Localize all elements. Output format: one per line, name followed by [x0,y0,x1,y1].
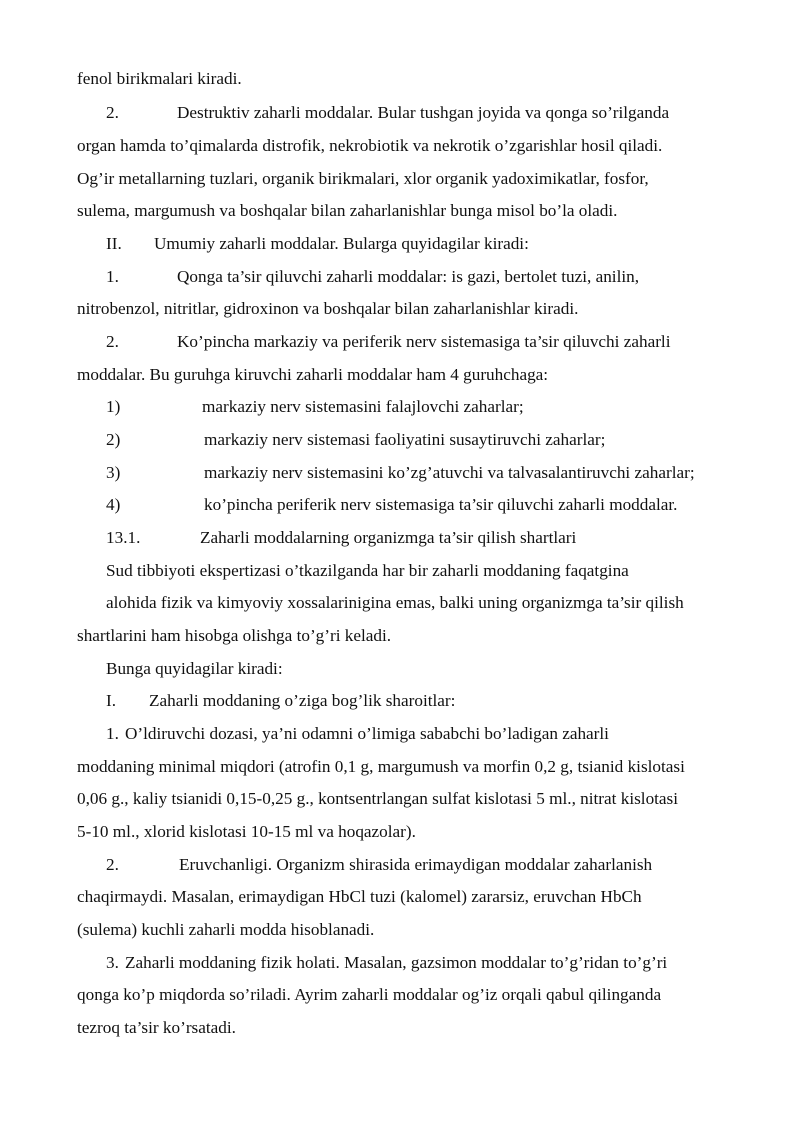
list-marker: II. [106,234,122,253]
text-line: nitrobenzol, nitritlar, gidroxinon va boshqalar bilan zaharlanishlar kiradi. [77,299,579,318]
list-marker: 4) [106,495,121,514]
list-marker: 1) [106,397,121,416]
text-line: 5-10 ml., xlorid kislotasi 10-15 ml va hoqazolar). [77,822,416,841]
text-line: alohida fizik va kimyoviy xossalarinigina emas, balki uning organizmga ta’sir qilish [106,593,684,612]
text-line: organ hamda to’qimalarda distrofik, nekrobiotik va nekrotik o’zgarishlar hosil qiladi. [77,136,663,155]
text-line: moddalar. Bu guruhga kiruvchi zaharli moddalar ham 4 guruhchaga: [77,365,549,384]
list-marker: I. [106,691,117,710]
sub-list-item: 3) markaziy nerv sistemasini ko’zg’atuvchi va talvasalantiruvchi zaharlar; [106,463,695,482]
section-number: 13.1. [106,528,141,547]
list-marker: 2. [106,855,119,874]
text-line: chaqirmaydi. Masalan, erimaydigan HbCl tuzi (kalomel) zararsiz, eruvchan HbCh [77,887,642,906]
text-line: fenol birikmalari kiradi. [77,69,242,88]
text-line: Sud tibbiyoti ekspertizasi o’tkazilganda har bir zaharli moddaning faqatgina [106,561,629,580]
text-line: qonga ko’p miqdorda so’riladi. Ayrim zaharli moddalar og’iz orqali qabul qilinganda [77,985,662,1004]
section-heading: I. Zaharli moddaning o’ziga bog’lik sharoitlar: [106,691,456,710]
list-marker: 2. [106,103,119,122]
list-marker: 3. [106,953,119,972]
text-line: moddaning minimal miqdori (atrofin 0,1 g, margumush va morfin 0,2 g, tsianid kislotasi [77,757,685,776]
numbered-paragraph: 1. Qonga ta’sir qiluvchi zaharli moddalar: is gazi, bertolet tuzi, anilin, [106,267,640,286]
list-marker: 2) [106,430,121,449]
section-heading: II. Umumiy zaharli moddalar. Bularga quyidagilar kiradi: [106,234,529,253]
text-line: sulema, margumush va boshqalar bilan zaharlanishlar bunga misol bo’la oladi. [77,201,618,220]
numbered-paragraph: 1. O’ldiruvchi dozasi, ya’ni odamni o’limiga sababchi bo’ladigan zaharli [106,724,609,743]
numbered-paragraph: 2. Destruktiv zaharli moddalar. Bular tushgan joyida va qonga so’rilganda [106,103,670,122]
text-line: tezroq ta’sir ko’rsatadi. [77,1018,236,1037]
list-marker: 1. [106,267,119,286]
section-title: 13.1. Zaharli moddalarning organizmga ta’sir qilish shartlari [106,528,577,547]
text-line: 0,06 g., kaliy tsianidi 0,15-0,25 g., kontsentrlangan sulfat kislotasi 5 ml., nitrat kislotasi [77,789,679,808]
text-line: shartlarini ham hisobga olishga to’g’ri keladi. [77,626,392,645]
list-marker: 3) [106,463,121,482]
numbered-paragraph: 2. Eruvchanligi. Organizm shirasida erimaydigan moddalar zaharlanish [106,855,653,874]
sub-list-item: 4) ko’pincha periferik nerv sistemasiga ta’sir qiluvchi zaharli moddalar. [106,495,678,514]
text-line: (sulema) kuchli zaharli modda hisoblanadi. [77,920,375,939]
list-marker: 1. [106,724,119,743]
text-line: Og’ir metallarning tuzlari, organik birikmalari, xlor organik yadoximikatlar, fosfor, [77,169,649,188]
numbered-paragraph: 3. Zaharli moddaning fizik holati. Masalan, gazsimon moddalar to’g’ridan to’g’ri [106,953,668,972]
list-marker: 2. [106,332,119,351]
sub-list-item: 1) markaziy nerv sistemasini falajlovchi zaharlar; [106,397,524,416]
text-line: Bunga quyidagilar kiradi: [106,659,283,678]
sub-list-item: 2) markaziy nerv sistemasi faoliyatini susaytiruvchi zaharlar; [106,430,606,449]
numbered-paragraph: 2. Ko’pincha markaziy va periferik nerv sistemasiga ta’sir qiluvchi zaharli [106,332,671,351]
